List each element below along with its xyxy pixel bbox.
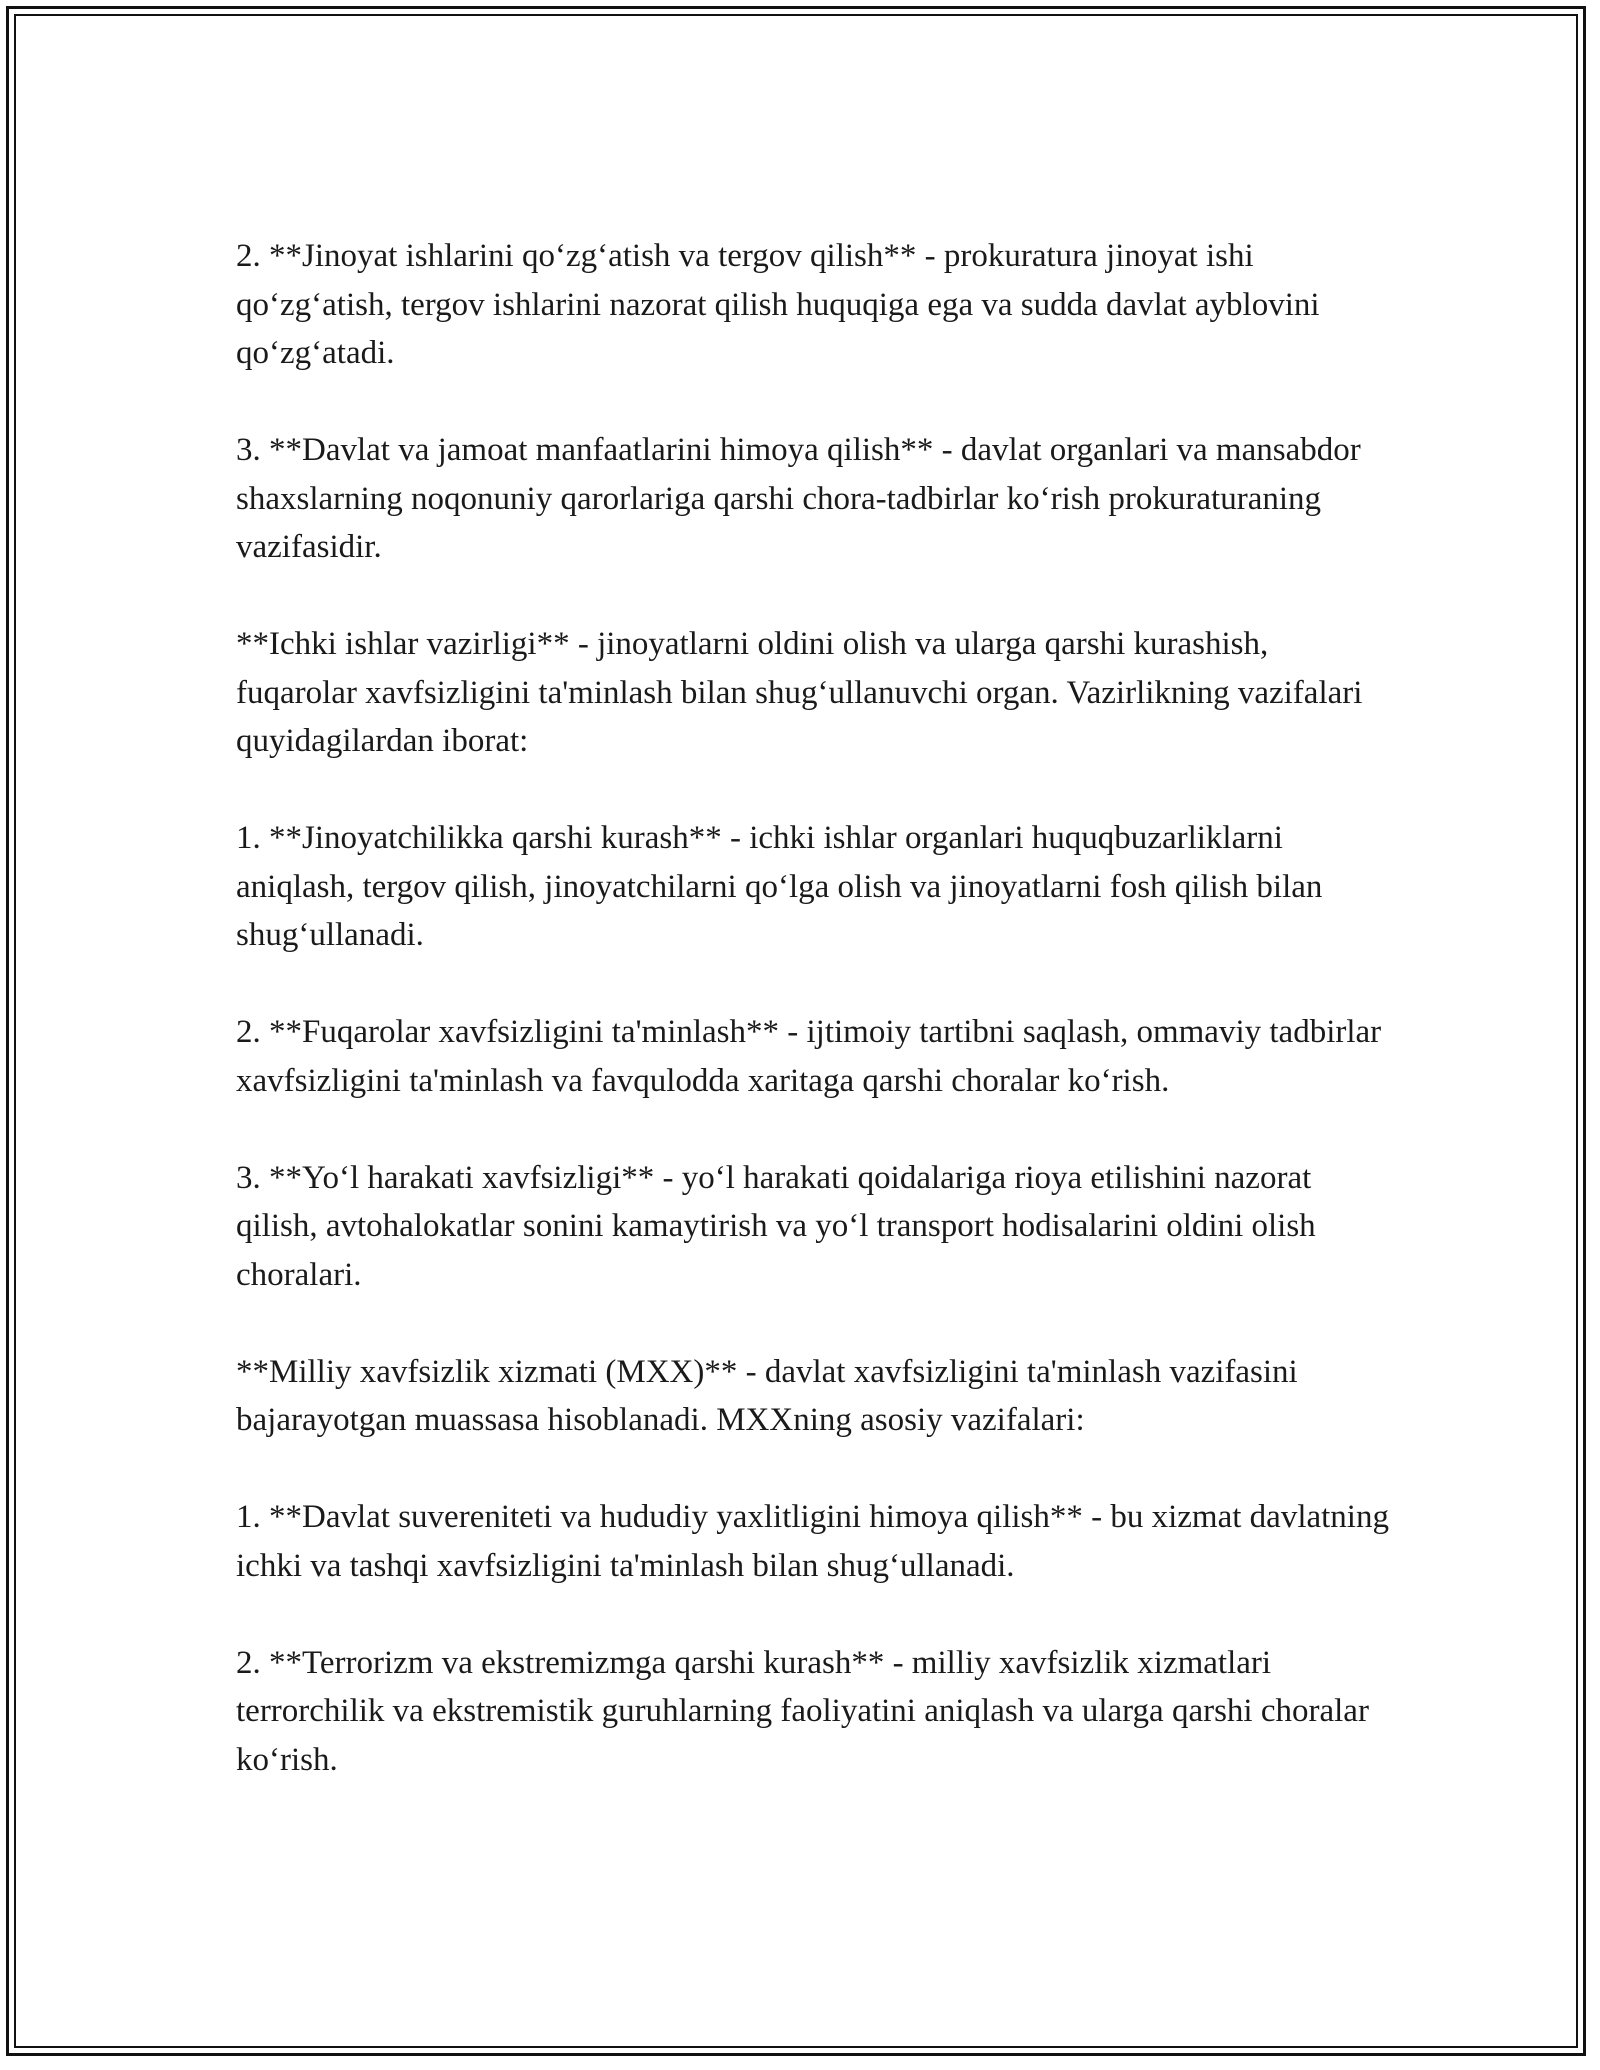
paragraph: **Ichki ishlar vazirligi** - jinoyatlarni oldini olish va ularga qarshi kurashish, fuqarolar xavfsizligini ta'minlash bilan shug‘ullanuvchi organ. Vazirlikning vazifalari quyidagilardan iborat:: [236, 626, 1363, 759]
paragraph: 3. **Yo‘l harakati xavfsizligi** - yo‘l harakati qoidalariga rioya etilishini nazorat qilish, avtohalokatlar sonini kamaytirish va yo‘l transport hodisalarini oldini olish choralari.: [236, 1159, 1316, 1293]
paragraph: 2. **Jinoyat ishlarini qo‘zg‘atish va tergov qilish** - prokuratura jinoyat ishi qo‘zg‘atish, tergov ishlarini nazorat qilish huquqiga ega va sudda davlat ayblovini qo‘zg‘atadi.: [236, 238, 1320, 371]
paragraph: 3. **Davlat va jamoat manfaatlarini himoya qilish** - davlat organlari va mansabdor shaxslarning noqonuniy qarorlariga qarshi chora-tadbirlar ko‘rish prokuraturaning vazifasidir.: [236, 432, 1361, 565]
paragraph: 2. **Terrorizm va ekstremizmga qarshi kurash** - milliy xavfsizlik xizmatlari terrorchilik va ekstremistik guruhlarning faoliyatini aniqlash va ularga qarshi choralar ko‘rish.: [236, 1644, 1369, 1778]
paragraph: 1. **Davlat suvereniteti va hududiy yaxlitligini himoya qilish** - bu xizmat davlatning ichki va tashqi xavfsizligini ta'minlash bilan shug‘ullanadi.: [236, 1499, 1389, 1584]
paragraph: 2. **Fuqarolar xavfsizligini ta'minlash** - ijtimoiy tartibni saqlash, ommaviy tadbirlar xavfsizligini ta'minlash va favqulodda xaritaga qarshi choralar ko‘rish.: [236, 1014, 1382, 1099]
document-body: [236, 232, 1396, 1833]
paragraph: **Milliy xavfsizlik xizmati (MXX)** - davlat xavfsizligini ta'minlash vazifasini bajarayotgan muassasa hisoblanadi. MXXning asosiy vazifalari:: [236, 1353, 1298, 1438]
paragraph: 1. **Jinoyatchilikka qarshi kurash** - ichki ishlar organlari huquqbuzarliklarni aniqlash, tergov qilish, jinoyatchilarni qo‘lga olish va jinoyatlarni fosh qilish bilan shug‘ullanadi.: [236, 820, 1323, 953]
